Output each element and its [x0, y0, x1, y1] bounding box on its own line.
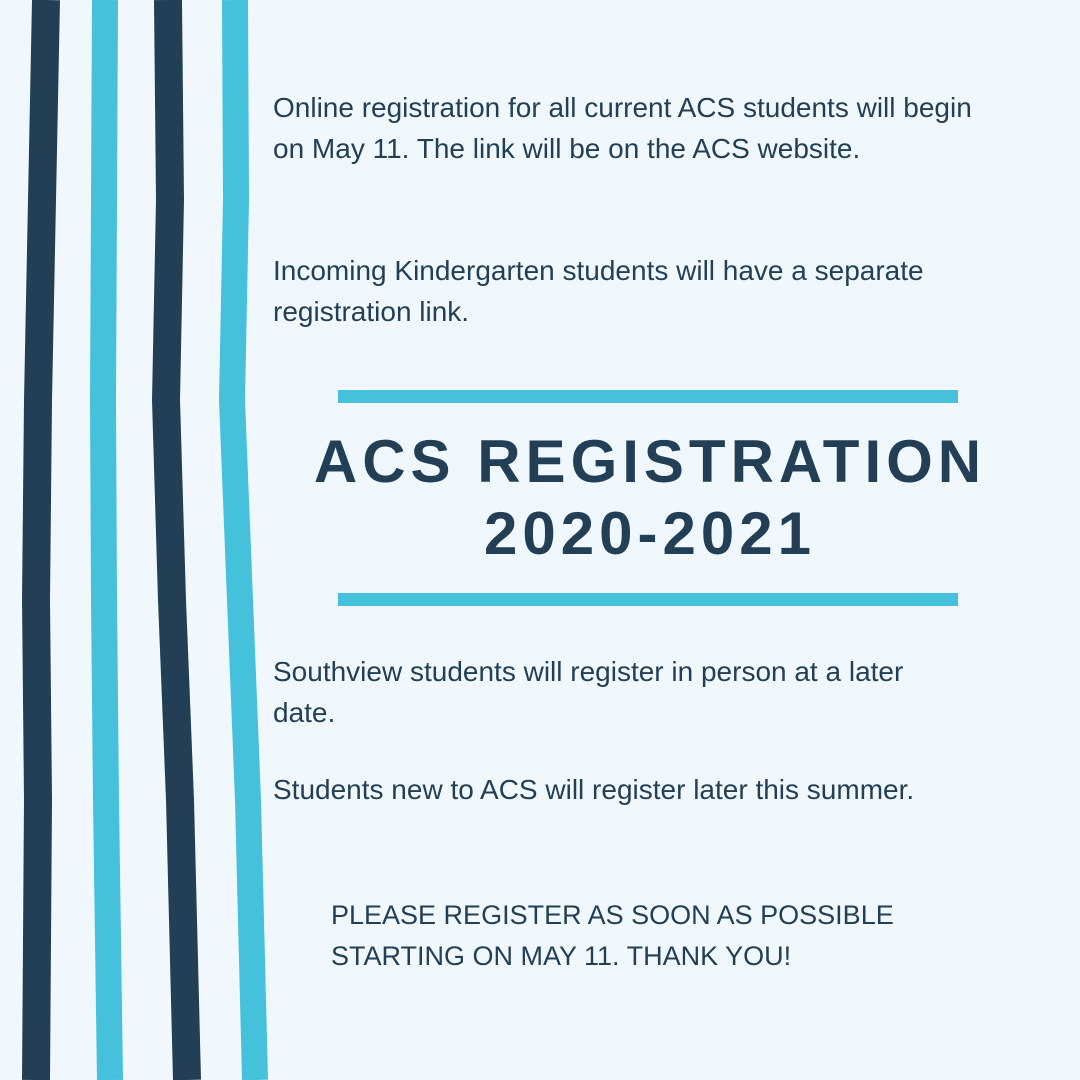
closing-line-2: STARTING ON MAY 11. THANK YOU! — [331, 941, 792, 971]
decorative-stripes — [0, 0, 300, 1080]
southview-text: Southview students will register in person at a later date. — [273, 656, 904, 728]
title-rule-bottom — [338, 593, 958, 606]
title-line-2: 2020-2021 — [484, 500, 816, 567]
stripe-light-1 — [103, 0, 110, 1080]
new-students-text: Students new to ACS will register later this summer. — [273, 774, 915, 805]
title-rule-top — [338, 390, 958, 403]
kindergarten-text: Incoming Kindergarten students will have a separate registration link. — [273, 255, 924, 327]
closing-line-1: PLEASE REGISTER AS SOON AS POSSIBLE — [331, 900, 894, 930]
stripe-light-2 — [232, 0, 255, 1080]
stripe-dark-1 — [36, 0, 46, 1080]
title-line-1: ACS REGISTRATION — [313, 428, 987, 495]
online-registration-text: Online registration for all current ACS students will begin on May 11. The link will be on the ACS website. — [273, 92, 972, 164]
stripe-dark-2 — [166, 0, 187, 1080]
